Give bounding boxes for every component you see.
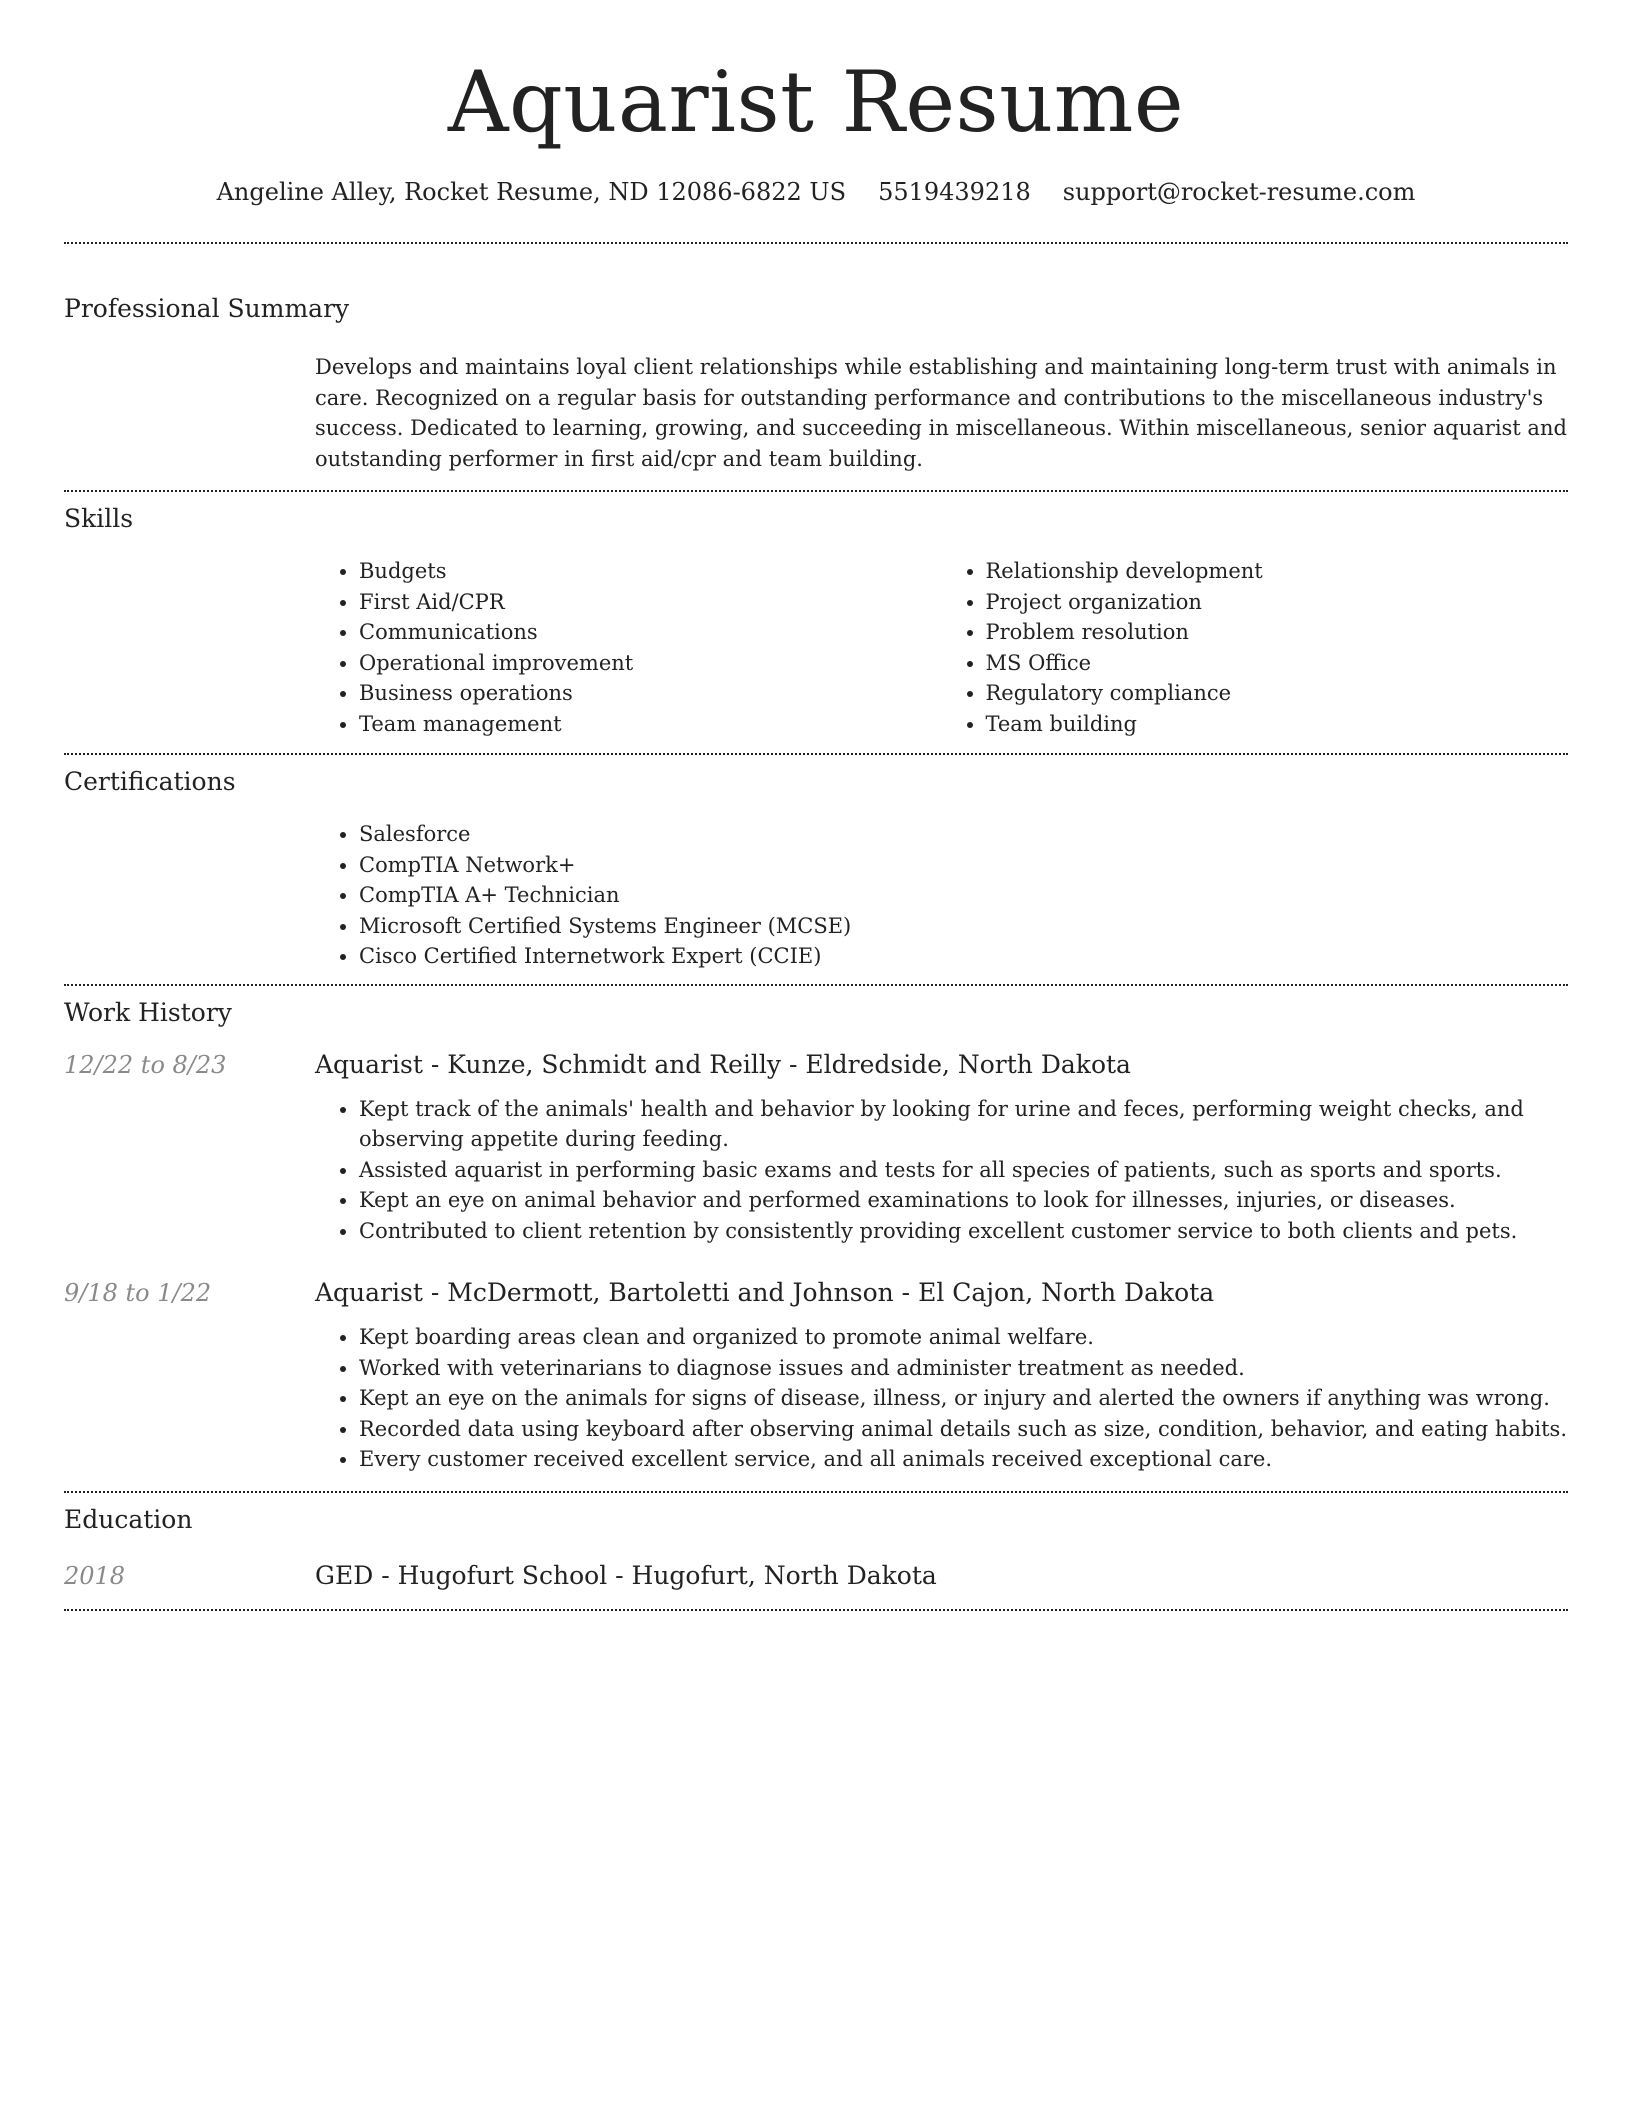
summary-text: Develops and maintains loyal client relationships while establishing and maintaining long-term trust with animals in care. Recognized on a regular basis for outstanding performance and contributions to the miscellaneous industry's success. Dedicated to learning, growing, and succeeding in miscellaneous. Within miscellaneous, senior aquarist and outstanding performer in first aid/cpr and team building.	[315, 355, 1567, 471]
job-dates: 12/22 to 8/23	[64, 1050, 227, 1079]
job-bullet: • Kept boarding areas clean and organized to promote animal welfare.	[359, 1322, 1568, 1353]
skill-item: • Operational improvement	[359, 648, 942, 679]
job-title: Aquarist - McDermott, Bartoletti and Johnson - El Cajon, North Dakota	[315, 1278, 1215, 1307]
skills-columns	[315, 556, 1568, 739]
section-heading: Certifications	[64, 767, 236, 796]
section-heading: Education	[64, 1504, 193, 1534]
skill-item: • Team management	[359, 709, 942, 740]
certification-item: • Cisco Certified Internetwork Expert (CCIE)	[359, 941, 1568, 972]
section-heading: Professional Summary	[64, 294, 350, 323]
skill-item: • Regulatory compliance	[986, 678, 1569, 709]
job-bullets	[315, 1322, 1568, 1475]
job-bullet: • Assisted aquarist in performing basic exams and tests for all species of patients, such as sports and sports.	[359, 1155, 1568, 1186]
job-bullet: • Kept an eye on the animals for signs of disease, illness, or injury and alerted the owners if anything was wrong.	[359, 1383, 1568, 1414]
certification-item: • CompTIA Network+	[359, 850, 1568, 881]
education-degree: GED - Hugofurt School - Hugofurt, North Dakota	[315, 1560, 937, 1590]
section-education	[64, 1493, 1568, 1609]
job-bullet: • Kept an eye on animal behavior and performed examinations to look for illnesses, injuries, or diseases.	[359, 1185, 1568, 1216]
skills-list-left	[315, 556, 942, 739]
certification-item: • CompTIA A+ Technician	[359, 880, 1568, 911]
job-bullet: • Contributed to client retention by consistently providing excellent customer service to both clients and pets.	[359, 1216, 1568, 1247]
contact-phone: 5519439218	[878, 178, 1031, 206]
skill-item: • Business operations	[359, 678, 942, 709]
job-bullet: • Kept track of the animals' health and behavior by looking for urine and feces, performing weight checks, and observing appetite during feeding.	[359, 1094, 1568, 1155]
certification-item: • Salesforce	[359, 819, 1568, 850]
contact-email: support@rocket-resume.com	[1062, 178, 1416, 206]
section-heading: Work History	[64, 997, 232, 1027]
job-bullets	[315, 1094, 1568, 1247]
section-skills	[64, 492, 1568, 753]
contact-line	[64, 176, 1568, 208]
section-heading: Skills	[64, 504, 134, 533]
contact-address: Angeline Alley, Rocket Resume, ND 12086-6822 US	[216, 178, 847, 206]
skill-item: • MS Office	[986, 648, 1569, 679]
skill-item: • Communications	[359, 617, 942, 648]
job-bullet: • Every customer received excellent service, and all animals received exceptional care.	[359, 1444, 1568, 1475]
divider	[64, 1609, 1568, 1611]
skill-item: • Budgets	[359, 556, 942, 587]
skill-item: • Relationship development	[986, 556, 1569, 587]
job-bullet: • Recorded data using keyboard after observing animal details such as size, condition, behavior, and eating habits.	[359, 1414, 1568, 1445]
education-entry	[64, 1559, 1568, 1593]
job-header	[64, 1048, 1568, 1082]
education-year: 2018	[64, 1561, 126, 1590]
skill-item: • Team building	[986, 709, 1569, 740]
certifications-list	[315, 819, 1568, 972]
section-certifications	[64, 755, 1568, 984]
skill-item: • Project organization	[986, 587, 1569, 618]
job-entry	[64, 1048, 1568, 1247]
skill-item: • First Aid/CPR	[359, 587, 942, 618]
job-dates: 9/18 to 1/22	[64, 1279, 212, 1307]
certifications-content	[315, 819, 1568, 972]
certification-item: • Microsoft Certified Systems Engineer (MCSE)	[359, 911, 1568, 942]
skill-item: • Problem resolution	[986, 617, 1569, 648]
job-bullet: • Worked with veterinarians to diagnose issues and administer treatment as needed.	[359, 1353, 1568, 1384]
section-work-history	[64, 986, 1568, 1491]
resume-title: Aquarist Resume	[447, 53, 1185, 151]
job-header	[64, 1276, 1568, 1310]
skills-list-right	[942, 556, 1569, 739]
section-professional-summary	[64, 244, 1568, 490]
job-title: Aquarist - Kunze, Schmidt and Reilly - Eldredside, North Dakota	[315, 1049, 1131, 1079]
job-entry	[64, 1276, 1568, 1475]
